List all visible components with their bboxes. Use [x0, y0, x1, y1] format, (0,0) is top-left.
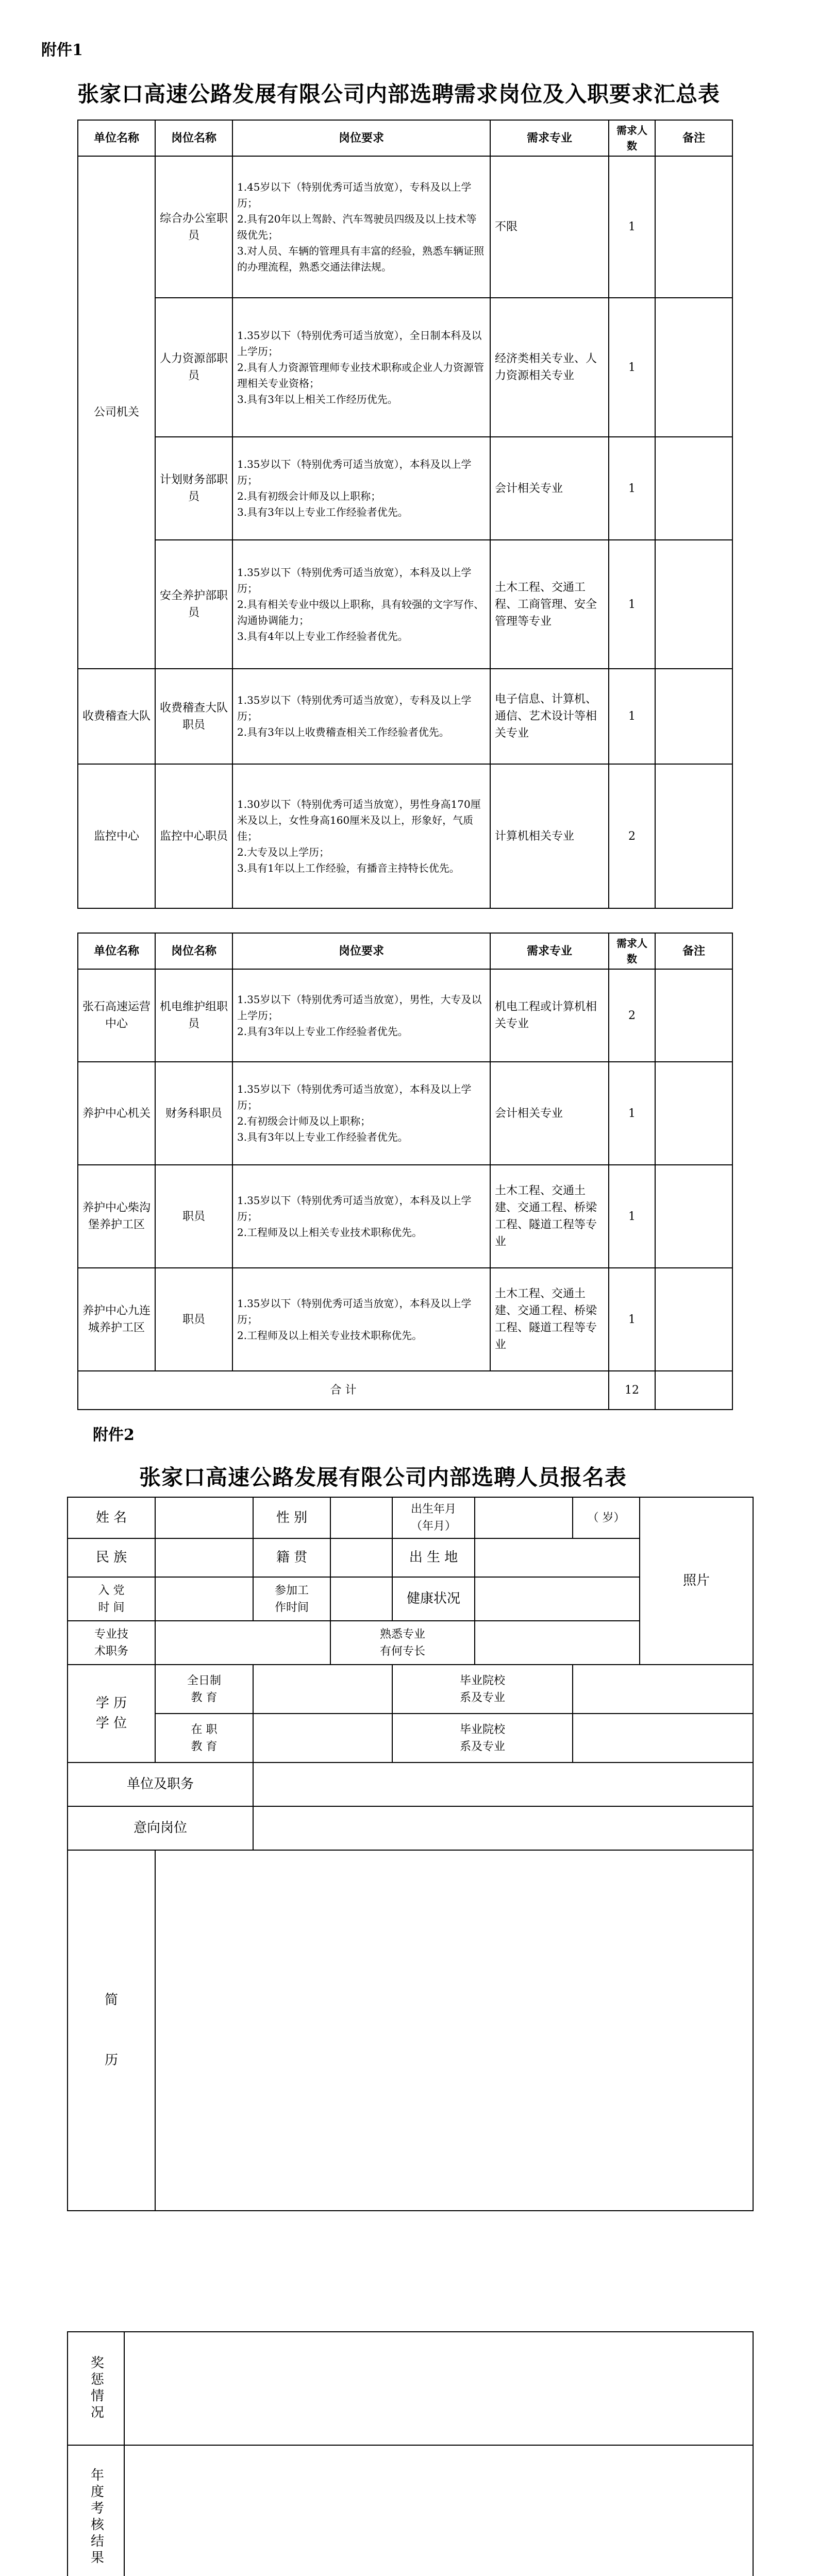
note-cell — [655, 1062, 732, 1165]
major-cell: 土木工程、交通工程、工商管理、安全管理等专业 — [490, 540, 609, 669]
major-cell: 经济类相关专业、人力资源相关专业 — [490, 298, 609, 437]
header-unit: 单位名称 — [78, 933, 155, 969]
count-cell: 1 — [609, 669, 655, 764]
input-post[interactable] — [253, 1806, 753, 1850]
label-spec: 熟悉专业 有何专长 — [330, 1621, 475, 1665]
req-cell: 1.35岁以下（特别优秀可适当放宽），本科及以上学历； 2.具有初级会计师及以上职称； 3.具有3年以上专业工作经验者优先。 — [232, 437, 490, 540]
post-cell: 监控中心职员 — [155, 764, 232, 908]
label-fulltime: 全日制 教 育 — [155, 1665, 253, 1714]
label-party: 入 党 时 间 — [68, 1577, 155, 1621]
input-title[interactable] — [155, 1621, 330, 1665]
label-birthplace: 出 生 地 — [392, 1538, 475, 1577]
table1 — [77, 120, 733, 909]
post-cell: 综合办公室职员 — [155, 156, 232, 298]
note-cell — [655, 437, 732, 540]
registration-form — [67, 1497, 754, 2211]
unit-cell: 张石高速运营中心 — [78, 969, 155, 1062]
table-row — [78, 764, 732, 908]
label-annual: 年度考核结果 — [68, 2445, 124, 2576]
req-cell: 1.35岁以下（特别优秀可适当放宽），本科及以上学历； 2.具有相关专业中级以上职称，具有较强的文字写作、沟通协调能力； 3.具有4年以上专业工作经验者优先。 — [232, 540, 490, 669]
input-ethnic[interactable] — [155, 1538, 253, 1577]
major-cell: 电子信息、计算机、通信、艺术设计等相关专业 — [490, 669, 609, 764]
req-cell: 1.30岁以下（特别优秀可适当放宽），男性身高170厘米及以上，女性身高160厘米及以上，形象好，气质佳； 2.大专及以上学历； 3.具有1年以上工作经验，有播音主持特长优先。 — [232, 764, 490, 908]
note-cell — [655, 1371, 732, 1410]
header-major: 需求专业 — [490, 120, 609, 156]
unit-cell: 公司机关 — [78, 156, 155, 669]
count-cell: 1 — [609, 540, 655, 669]
label-school2: 毕业院校 系及专业 — [392, 1714, 573, 1762]
note-cell — [655, 969, 732, 1062]
major-cell: 机电工程或计算机相关专业 — [490, 969, 609, 1062]
label-gender: 性 别 — [253, 1497, 330, 1538]
table1-header — [78, 120, 732, 156]
major-cell: 会计相关专业 — [490, 1062, 609, 1165]
table2 — [77, 933, 733, 1410]
label-unit: 单位及职务 — [68, 1762, 253, 1806]
note-cell — [655, 1268, 732, 1371]
req-cell: 1.45岁以下（特别优秀可适当放宽），专科及以上学历； 2.具有20年以上驾龄、汽车驾驶员四级及以上技术等级优先； 3.对人员、车辆的管理具有丰富的经验，熟悉车辆证照的办理流程，熟悉交通法律法规。 — [232, 156, 490, 298]
major-cell: 土木工程、交通土建、交通工程、桥梁工程、隧道工程等专业 — [490, 1268, 609, 1371]
label-parttime: 在 职 教 育 — [155, 1714, 253, 1762]
input-native[interactable] — [330, 1538, 392, 1577]
unit-cell: 收费稽查大队 — [78, 669, 155, 764]
input-birthplace[interactable] — [475, 1538, 640, 1577]
count-cell: 1 — [609, 1268, 655, 1371]
unit-cell: 养护中心柴沟堡养护工区 — [78, 1165, 155, 1268]
label-health: 健康状况 — [392, 1577, 475, 1621]
req-cell: 1.35岁以下（特别优秀可适当放宽），全日制本科及以上学历； 2.具有人力资源管理师专业技术职称或企业人力资源管理相关专业资格； 3.具有3年以上相关工作经历优先。 — [232, 298, 490, 437]
input-school1[interactable] — [573, 1665, 753, 1714]
note-cell — [655, 764, 732, 908]
input-parttime[interactable] — [253, 1714, 392, 1762]
input-birth[interactable] — [475, 1497, 573, 1538]
input-fulltime[interactable] — [253, 1665, 392, 1714]
total-value: 12 — [609, 1371, 655, 1410]
req-cell: 1.35岁以下（特别优秀可适当放宽），本科及以上学历； 2.有初级会计师及以上职称； 3.具有3年以上专业工作经验者优先。 — [232, 1062, 490, 1165]
table-row — [78, 1268, 732, 1371]
header-post: 岗位名称 — [155, 933, 232, 969]
label-native: 籍 贯 — [253, 1538, 330, 1577]
table-row — [78, 437, 732, 540]
label-age: （ 岁） — [573, 1497, 640, 1538]
header-unit: 单位名称 — [78, 120, 155, 156]
major-cell: 不限 — [490, 156, 609, 298]
table-row — [78, 669, 732, 764]
attachment-1-label: 附件1 — [41, 41, 83, 59]
table1-title: 张家口高速公路发展有限公司内部选聘需求岗位及入职要求汇总表 — [77, 81, 721, 107]
post-cell: 职员 — [155, 1268, 232, 1371]
post-cell: 收费稽查大队职员 — [155, 669, 232, 764]
note-cell — [655, 156, 732, 298]
input-health[interactable] — [475, 1577, 640, 1621]
label-birth: 出生年月 （年月） — [392, 1497, 475, 1538]
label-work: 参加工 作时间 — [253, 1577, 330, 1621]
input-gender[interactable] — [330, 1497, 392, 1538]
note-cell — [655, 669, 732, 764]
table-row — [78, 298, 732, 437]
header-req: 岗位要求 — [232, 120, 490, 156]
count-cell: 1 — [609, 298, 655, 437]
header-post: 岗位名称 — [155, 120, 232, 156]
count-cell: 2 — [609, 969, 655, 1062]
post-cell: 机电维护组职员 — [155, 969, 232, 1062]
header-count: 需求人数 — [609, 933, 655, 969]
post-cell: 职员 — [155, 1165, 232, 1268]
req-cell: 1.35岁以下（特别优秀可适当放宽），专科及以上学历； 2.具有3年以上收费稽查相关工作经验者优先。 — [232, 669, 490, 764]
input-spec[interactable] — [475, 1621, 640, 1665]
total-label: 合 计 — [78, 1371, 609, 1410]
input-resume[interactable] — [155, 1850, 753, 2211]
post-cell: 财务科职员 — [155, 1062, 232, 1165]
note-cell — [655, 540, 732, 669]
table2-header — [78, 933, 732, 969]
req-cell: 1.35岁以下（特别优秀可适当放宽），本科及以上学历； 2.工程师及以上相关专业技术职称优先。 — [232, 1165, 490, 1268]
input-unit[interactable] — [253, 1762, 753, 1806]
req-cell: 1.35岁以下（特别优秀可适当放宽），男性，大专及以上学历； 2.具有3年以上专业工作经验者优先。 — [232, 969, 490, 1062]
attachment-2-label: 附件2 — [93, 1426, 135, 1444]
count-cell: 1 — [609, 437, 655, 540]
table-row — [78, 1165, 732, 1268]
post-cell: 人力资源部职员 — [155, 298, 232, 437]
label-post: 意向岗位 — [68, 1806, 253, 1850]
count-cell: 1 — [609, 1165, 655, 1268]
header-major: 需求专业 — [490, 933, 609, 969]
header-note: 备注 — [655, 120, 732, 156]
label-resume: 简 历 — [68, 1850, 155, 2211]
count-cell: 2 — [609, 764, 655, 908]
form-title: 张家口高速公路发展有限公司内部选聘人员报名表 — [139, 1465, 627, 1490]
unit-cell: 养护中心机关 — [78, 1062, 155, 1165]
header-count: 需求人数 — [609, 120, 655, 156]
unit-cell: 养护中心九连城养护工区 — [78, 1268, 155, 1371]
input-annual[interactable] — [124, 2445, 753, 2576]
count-cell: 1 — [609, 1062, 655, 1165]
label-award: 奖惩情况 — [68, 2332, 124, 2445]
major-cell: 计算机相关专业 — [490, 764, 609, 908]
input-party[interactable] — [155, 1577, 253, 1621]
header-req: 岗位要求 — [232, 933, 490, 969]
registration-form-page2 — [67, 2331, 754, 2576]
post-cell: 计划财务部职员 — [155, 437, 232, 540]
header-note: 备注 — [655, 933, 732, 969]
post-cell: 安全养护部职员 — [155, 540, 232, 669]
major-cell: 土木工程、交通土建、交通工程、桥梁工程、隧道工程等专业 — [490, 1165, 609, 1268]
label-title: 专业技 术职务 — [68, 1621, 155, 1665]
label-ethnic: 民 族 — [68, 1538, 155, 1577]
count-cell: 1 — [609, 156, 655, 298]
label-school1: 毕业院校 系及专业 — [392, 1665, 573, 1714]
table-row — [78, 156, 732, 298]
label-edu: 学 历 学 位 — [68, 1665, 155, 1762]
table-row — [78, 540, 732, 669]
input-award[interactable] — [124, 2332, 753, 2445]
major-cell: 会计相关专业 — [490, 437, 609, 540]
photo-box: 照片 — [640, 1497, 753, 1665]
unit-cell: 监控中心 — [78, 764, 155, 908]
input-school2[interactable] — [573, 1714, 753, 1762]
req-cell: 1.35岁以下（特别优秀可适当放宽），本科及以上学历； 2.工程师及以上相关专业技术职称优先。 — [232, 1268, 490, 1371]
note-cell — [655, 1165, 732, 1268]
table-row — [78, 1062, 732, 1165]
note-cell — [655, 298, 732, 437]
input-name[interactable] — [155, 1497, 253, 1538]
input-work[interactable] — [330, 1577, 392, 1621]
table-row — [78, 969, 732, 1062]
label-name: 姓 名 — [68, 1497, 155, 1538]
total-row — [78, 1371, 732, 1410]
